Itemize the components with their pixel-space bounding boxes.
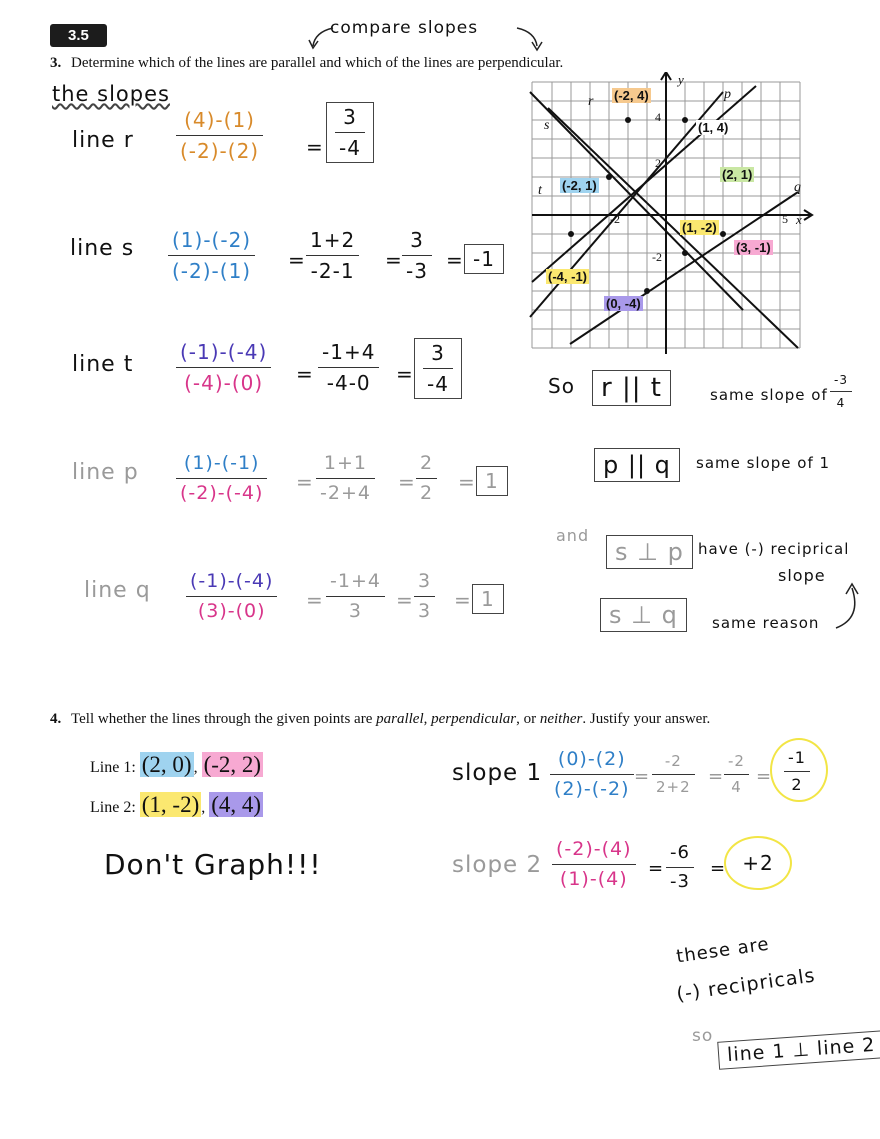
reciprocal-note-2: (-) recipricals <box>675 964 817 1006</box>
conclusion-2-note: same slope of 1 <box>696 454 831 472</box>
problem3-text: Determine which of the lines are parallel and which of the lines are perpendicular. <box>71 55 564 71</box>
slope2-result: +2 <box>724 836 792 890</box>
and-label: and <box>556 526 590 545</box>
line-q-step: -1+4 3 <box>326 570 385 623</box>
conclusion-r-parallel-t: r || t <box>592 370 671 406</box>
point-label: (3, -1) <box>736 240 771 255</box>
line-label: q <box>794 180 801 195</box>
y-axis-label: y <box>678 72 684 87</box>
line-label: r <box>588 94 594 109</box>
so-label: So <box>548 374 575 398</box>
line-label: s <box>544 118 550 133</box>
tick-label: -2 <box>652 250 662 264</box>
line-r-result: 3 -4 <box>326 102 374 163</box>
point-label: (1, -2) <box>682 220 717 235</box>
conclusion-1-fraction: -3 4 <box>830 372 852 411</box>
point-label: (-2, 1) <box>562 178 597 193</box>
conclusion-3-note: have (-) reciprical <box>698 540 850 558</box>
slopes-heading: the slopes <box>52 82 170 106</box>
conclusion-3-note2: slope <box>778 566 826 585</box>
line1-row: Line 1: (2, 0) , (-2, 2) <box>90 752 262 777</box>
problem4-prompt: 4. Tell whether the lines through the given points are parallel, perpendicular, or neither. Justify your answer. <box>50 711 711 727</box>
line-s-step: 1+2 -2-1 <box>306 228 359 283</box>
point-label: (-2, 4) <box>614 88 649 103</box>
slope1-result-circle <box>770 738 828 802</box>
line-r-label: line r <box>72 128 134 153</box>
line-r-fraction: (4)-(1) (-2)-(2) <box>176 108 263 163</box>
line-q-result: 1 <box>472 584 504 614</box>
so-label-2: so <box>692 1026 714 1046</box>
line-t-step: -1+4 -4-0 <box>318 340 379 395</box>
point-label: (1, 4) <box>698 120 729 135</box>
line-q-label: line q <box>84 578 151 603</box>
problem3-prompt <box>50 55 563 72</box>
line-t-result: 3 -4 <box>414 338 462 399</box>
line2-row: Line 2: (1, -2) , (4, 4) <box>90 792 262 817</box>
dont-graph-note: Don't Graph!!! <box>104 848 322 881</box>
slope2-step: -6 -3 <box>666 842 694 893</box>
line-s-result: -1 <box>464 244 504 274</box>
slope2-label: slope 2 <box>452 852 543 878</box>
reason-arrow <box>832 578 872 634</box>
line-s-fraction: (1)-(-2) (-2)-(1) <box>168 228 255 283</box>
problem3-number: 3. <box>50 55 62 71</box>
line-p-fraction: (1)-(-1) (-2)-(-4) <box>176 452 267 505</box>
slope1-result: -1 2 <box>784 748 810 795</box>
line-p-label: line p <box>72 460 139 485</box>
tick-label: 4 <box>655 110 661 124</box>
tick-label: 2 <box>655 156 661 170</box>
line-p-step: 1+1 -2+4 <box>316 452 375 505</box>
slope2-fraction: (-2)-(4) (1)-(4) <box>552 838 636 891</box>
tick-label: 5 <box>782 212 788 226</box>
conclusion-s-perp-p: s ⊥ p <box>606 535 693 569</box>
line-p-result: 1 <box>476 466 508 496</box>
slope1-fraction: (0)-(2) (2)-(-2) <box>550 748 634 801</box>
slope1-step: -2 2+2 <box>652 752 695 797</box>
slope1-step2: -2 4 <box>724 752 749 797</box>
point-label: (0, -4) <box>606 296 641 311</box>
line-q-step2: 3 3 <box>414 570 435 623</box>
final-conclusion: line 1 ⊥ line 2 <box>717 1030 880 1070</box>
coordinate-graph <box>528 72 816 358</box>
conclusion-p-parallel-q: p || q <box>594 448 680 482</box>
conclusion-1-note: same slope of <box>710 386 828 404</box>
x-axis-label: x <box>796 212 802 227</box>
line-p-step2: 2 2 <box>416 452 437 505</box>
point-label: (2, 1) <box>722 167 753 182</box>
worksheet-page: 3.5 compare slopes 3. Determine which of the lines are parallel and which of the lines are perpendicular. the slopes line r (4)-(1) (-2)-(2) = 3 -4 line s (1)-(-2) (-2)-(1) = 1+2 -2-1 = 3 -3 = -1 line t (-1)-(-4) (-4)-(0) = -1+4 -4-0 = 3 -4 line p (1)-(-1) (-2)-(-4) = 1+1 -2+4 = 2 2 = 1 line q (-1)-(-4) (3)-(0) = -1+4 3 = 3 3 = 1 (-2, 4) (1, 4) (2, 1) (-2, 1) (1, -2) (3, -1) (-4, -1) (0, -4) r s t p q x y 4 2 -2 5 -2 So r || t same slope of -3 4 p || q same slope of 1 and s ⊥ p have (-) reciprical slope s ⊥ q same reason 4. Tell whether the lines through the given points are parallel, perpendicular, or neither. Justify your answer. Line 1: (2, 0) , (-2, 2) Line 2: (1, -2) , (4, 4) Don't Graph!!! slope 1 (0)-(2) (2)-(-2) = -2 2+2 = -2 4 = -1 2 slope 2 (-2)-(4) (1)-(4) = -6 -3 = +2 these are (-) recipricals so line 1 ⊥ line 2 <box>0 0 880 1139</box>
note-arrows <box>305 22 555 56</box>
compare-slopes-note: compare slopes <box>330 18 479 38</box>
slope1-label: slope 1 <box>452 760 543 786</box>
line-s-label: line s <box>70 236 135 261</box>
conclusion-s-perp-q: s ⊥ q <box>600 598 687 632</box>
line-label: t <box>538 183 542 198</box>
point-label: (-4, -1) <box>548 269 587 284</box>
line-label: p <box>724 87 731 102</box>
tick-label: -2 <box>610 212 620 226</box>
problem4-number: 4. <box>50 711 62 727</box>
conclusion-4-note: same reason <box>712 614 820 632</box>
reciprocal-note-1: these are <box>674 933 771 968</box>
line-t-fraction: (-1)-(-4) (-4)-(0) <box>176 340 271 395</box>
line-q-fraction: (-1)-(-4) (3)-(0) <box>186 570 277 623</box>
section-badge: 3.5 <box>50 24 107 47</box>
line-t-label: line t <box>72 352 134 377</box>
line-s-step2: 3 -3 <box>402 228 432 283</box>
